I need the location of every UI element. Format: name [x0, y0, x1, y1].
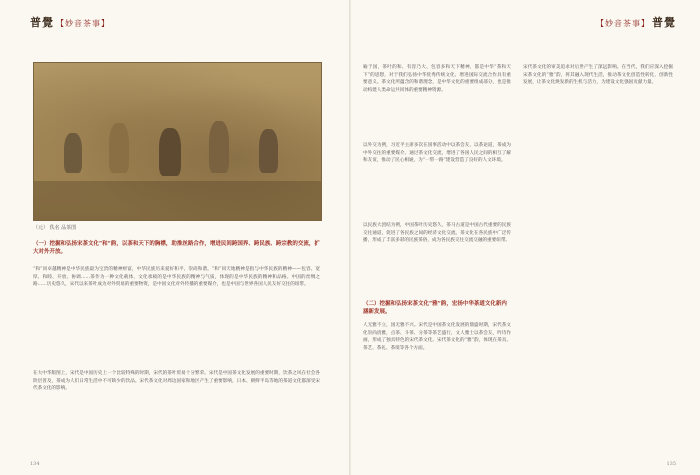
painting-ground	[34, 181, 321, 220]
brand-title: 普覺	[652, 16, 676, 29]
image-caption: （元） 佚名 品茶图	[33, 225, 77, 231]
section-heading-1: （一）挖掘和弘扬宋茶文化“和”韵，以茶和天下的胸襟，助推丝路合作，增进民间跨国界、跨民族、跨宗教的交流，扩大对外开放。	[33, 241, 320, 255]
left-brand	[30, 14, 110, 30]
brand-tag: 【妙音茶事】	[56, 19, 110, 28]
paragraph: 宋代茶文化的审美追求对后世产生了深远影响。在当代，我们应深入挖掘宋茶文化的“雅”韵，将其融入现代生活，推动茶文化创造性转化、创新性发展，让茶文化焕发新的生机与活力，为建设文化强国贡献力量。	[523, 65, 673, 86]
right-brand	[596, 14, 676, 30]
paragraph: 人无雅不立，国无雅不兴。宋代是中国茶文化发展的鼎盛时期，宋代茶文化崇尚清雅，点茶、斗茶、分茶等茶艺盛行，文人雅士以茶会友，吟诗作画，形成了独具特色的宋代茶文化。宋代茶文化的“雅”韵，体现在茶具、茶艺、茶礼、茶境等各个方面。	[363, 323, 511, 351]
page-number: 134	[30, 461, 40, 467]
painting-figure	[64, 133, 82, 173]
painting-figure	[109, 123, 129, 173]
painting-figure	[159, 128, 181, 176]
paragraph: 在大中华版图上，宋代是中国历史上一个比较特殊的时期，宋代的茶叶贸易十分繁荣。宋代是中国茶文化发展的重要时期，饮茶之风在社会各阶层普及，茶成为人们日常生活中不可缺少的饮品。宋代茶文化对周边国家和地区产生了重要影响，日本、朝鲜半岛等地的茶道文化都深受宋代茶文化的影响。	[33, 371, 320, 392]
brand-title: 普覺	[30, 16, 54, 29]
paragraph: “和”同卓越精神是中华民族最为宝贵的精神财富，中华民族历来爱好和平、崇尚和谐。“和”同天地精神是指与中华民族的精神——包容、宽厚、和睦、开放、协调……茶作为一种文化载体，文化承载的是中华民族的精神与气质，体现的是中华民族的精神和品格。中国的丝绸之路……历史悠久，宋代以来茶叶成为对外贸易的重要物资，是中国文化对外传播的重要媒介，也是中国与世界各国人民友好交往的纽带。	[33, 267, 320, 288]
page-number: 135	[666, 461, 676, 467]
paragraph: 喻于国，茶叶的和、有容乃大、包容多和天下精神，都是中华“茶和天下”的思想，对于我们弘扬中华优秀传统文化、增进国际交流合作具有重要意义。茶文化所蕴含的和谐理念，是中华文化的重要组成部分，也是推动构建人类命运共同体的重要精神资源。	[363, 65, 511, 93]
tea-painting-image	[33, 62, 322, 221]
paragraph: 以外交为例，习近平主席多次在国事活动中以茶会友、以茶论道，茶成为中外交往的重要媒介。通过茶文化交流，增进了各国人民之间的相互了解和友谊，推动了民心相通，为“一带一路”建设营造了良好的人文环境。	[363, 143, 511, 164]
painting-figure	[259, 129, 278, 173]
paragraph: 以民族大团结为例，中国茶叶历史悠久，茶马古道是中国古代重要的民族交往通道，促进了各民族之间的经济文化交流。茶文化在各民族中广泛传播，形成了丰富多彩的民族茶俗，成为各民族交往交流交融的重要纽带。	[363, 223, 511, 244]
painting-figure	[209, 121, 229, 173]
right-page	[351, 0, 700, 475]
section-heading-2: （二）挖掘和弘扬宋茶文化“雅”韵，宏扬中华茶道文化新内涵新发展。	[363, 301, 507, 315]
brand-tag: 【妙音茶事】	[596, 19, 650, 28]
left-page	[0, 0, 349, 475]
